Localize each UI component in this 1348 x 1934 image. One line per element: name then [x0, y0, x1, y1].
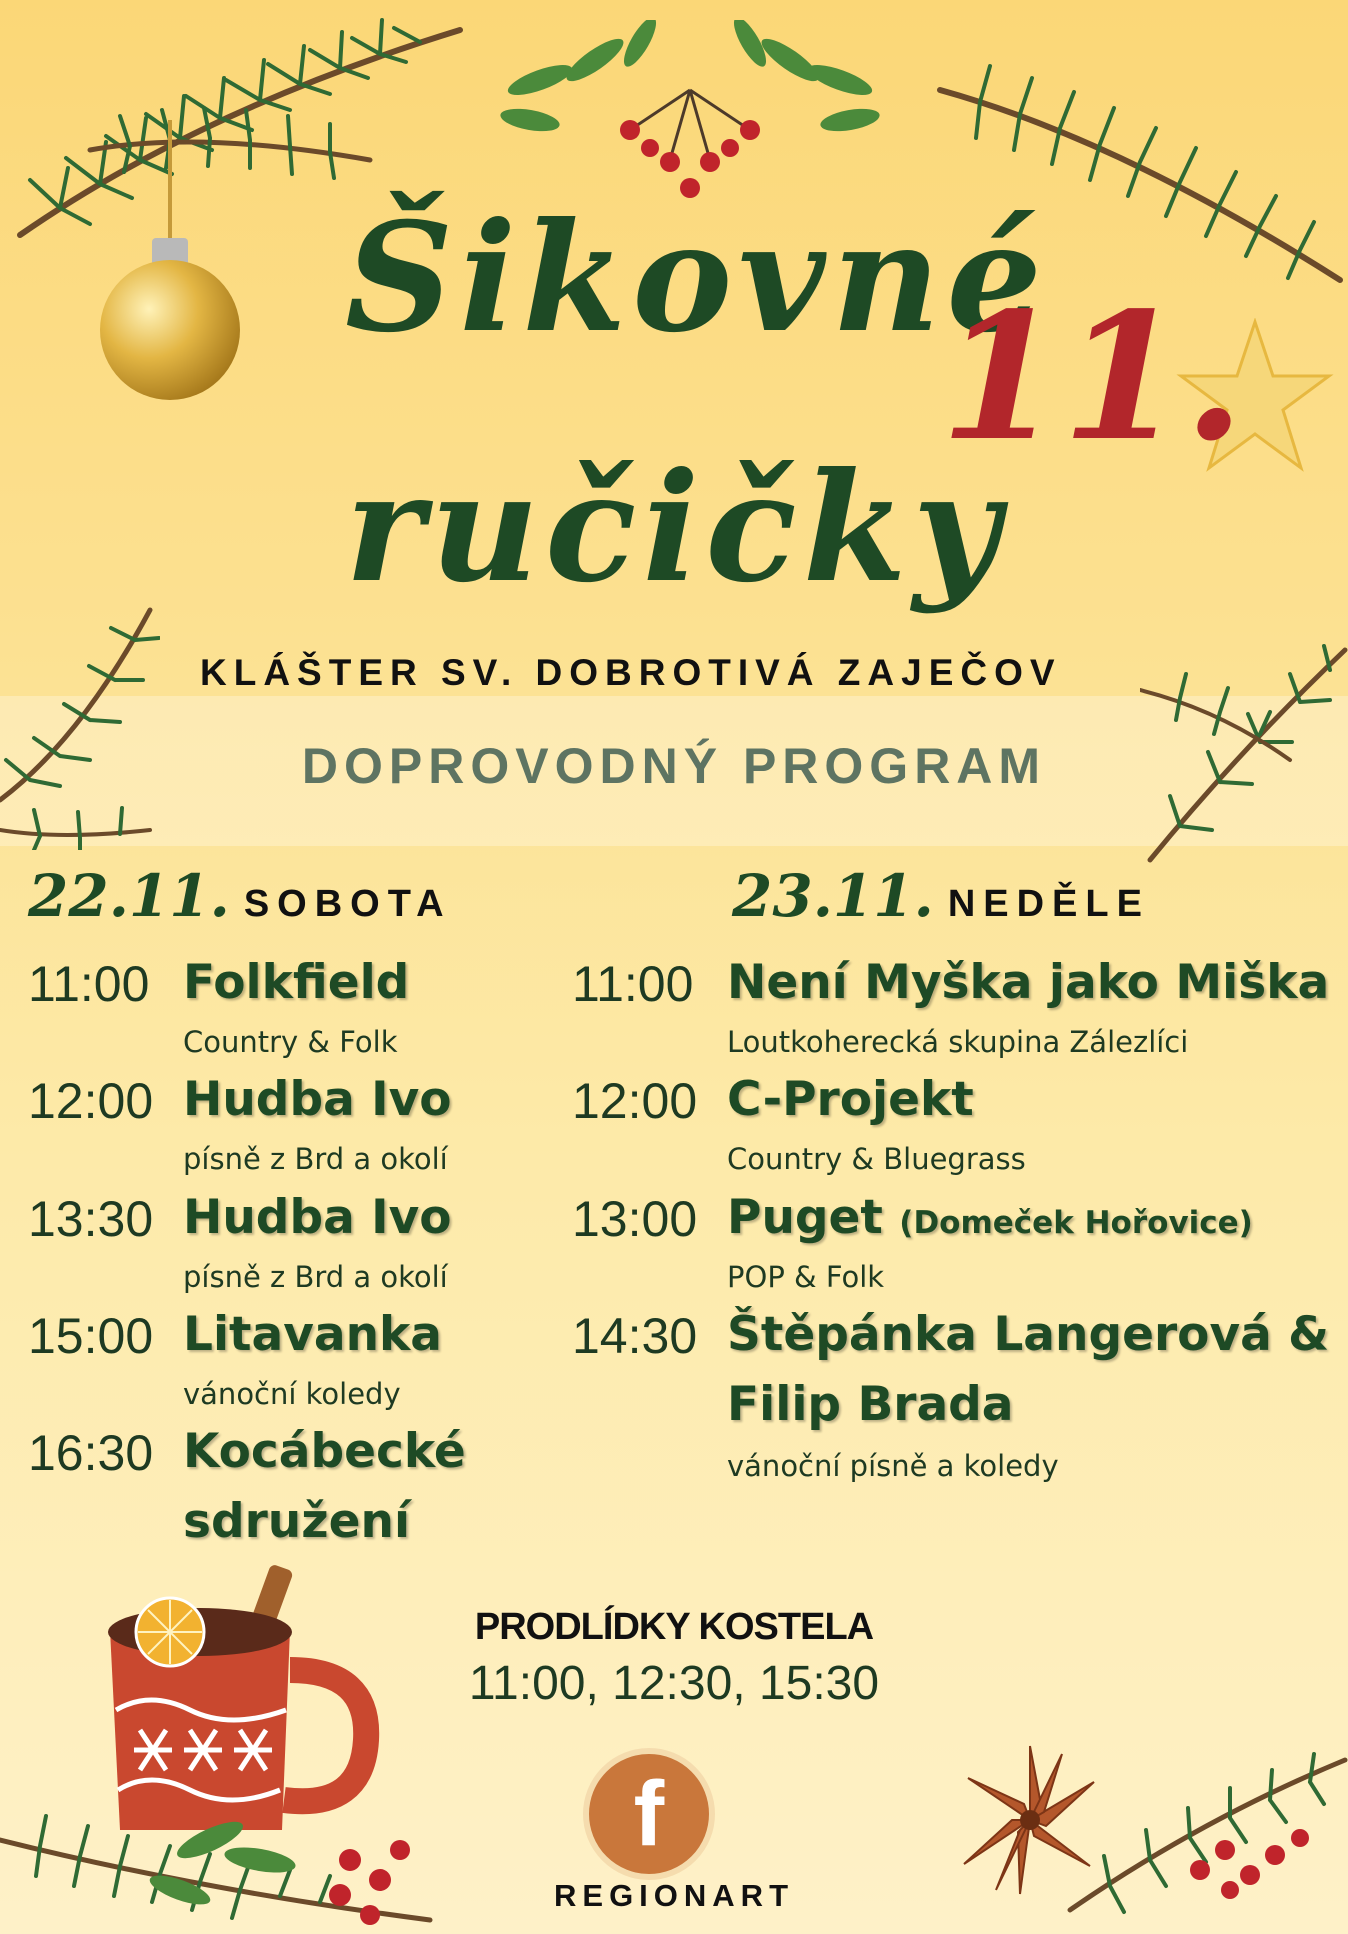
event-time: 11:00	[572, 956, 694, 1012]
title-line-2: ručičky	[345, 440, 1006, 616]
ornament-icon	[90, 120, 250, 410]
event-title: Litavanka	[183, 1307, 443, 1362]
fir-branch-icon	[0, 600, 160, 850]
event-subtitle: POP & Folk	[727, 1260, 885, 1294]
title-line-1: Šikovné	[345, 190, 1048, 366]
day-name: SOBOTA	[243, 883, 452, 925]
event-title: Hudba Ivo	[183, 1072, 452, 1127]
day-date: 23.11.	[732, 862, 934, 930]
event-title: Není Myška jako Miška	[727, 955, 1330, 1010]
event-subtitle: Country & Bluegrass	[727, 1142, 1026, 1176]
program-heading: DOPROVODNÝ PROGRAM	[301, 738, 1047, 794]
day-header-sunday	[732, 862, 1150, 930]
event-subtitle: Loutkoherecká skupina Zálezlíci	[727, 1025, 1189, 1059]
tours-title: PRODLÍDKY KOSTELA	[474, 1606, 874, 1648]
event-title	[727, 1190, 1253, 1245]
event-title: Folkfield	[183, 955, 410, 1010]
venue: KLÁŠTER SV. DOBROTIVÁ ZAJEČOV	[200, 652, 1062, 693]
event-time: 14:30	[572, 1308, 698, 1364]
edition-number: 11.	[940, 275, 1245, 480]
event-time: 13:00	[572, 1191, 698, 1247]
facebook-letter: f	[633, 1763, 665, 1865]
event-title: Kocábecké	[183, 1424, 466, 1479]
event-note: (Domeček Hořovice)	[899, 1205, 1253, 1241]
event-time: 12:00	[28, 1073, 154, 1129]
event-subtitle: vánoční koledy	[183, 1377, 401, 1411]
event-subtitle: vánoční písně a koledy	[727, 1449, 1059, 1483]
berries-icon	[500, 20, 880, 210]
event-title: C-Projekt	[727, 1072, 974, 1127]
day-date: 22.11.	[28, 862, 230, 930]
tours-times: 11:00, 12:30, 15:30	[468, 1657, 880, 1710]
event-title: Štěpánka Langerová &	[727, 1307, 1330, 1362]
event-title-line-2: sdružení	[183, 1494, 411, 1549]
event-time: 15:00	[28, 1308, 154, 1364]
event-title-text: Puget	[727, 1190, 883, 1245]
day-header-saturday	[28, 862, 452, 930]
day-name: NEDĚLE	[947, 883, 1150, 925]
event-time: 16:30	[28, 1425, 154, 1481]
event-time: 12:00	[572, 1073, 698, 1129]
event-time: 11:00	[28, 956, 150, 1012]
event-title: Hudba Ivo	[183, 1190, 452, 1245]
event-title-line-2: Filip Brada	[727, 1377, 1014, 1432]
organizer-name: REGIONART	[554, 1878, 794, 1913]
event-time: 13:30	[28, 1191, 154, 1247]
event-subtitle: Country & Folk	[183, 1025, 398, 1059]
event-subtitle: písně z Brd a okolí	[183, 1142, 448, 1176]
facebook-icon[interactable]	[583, 1748, 715, 1880]
event-subtitle: písně z Brd a okolí	[183, 1260, 448, 1294]
